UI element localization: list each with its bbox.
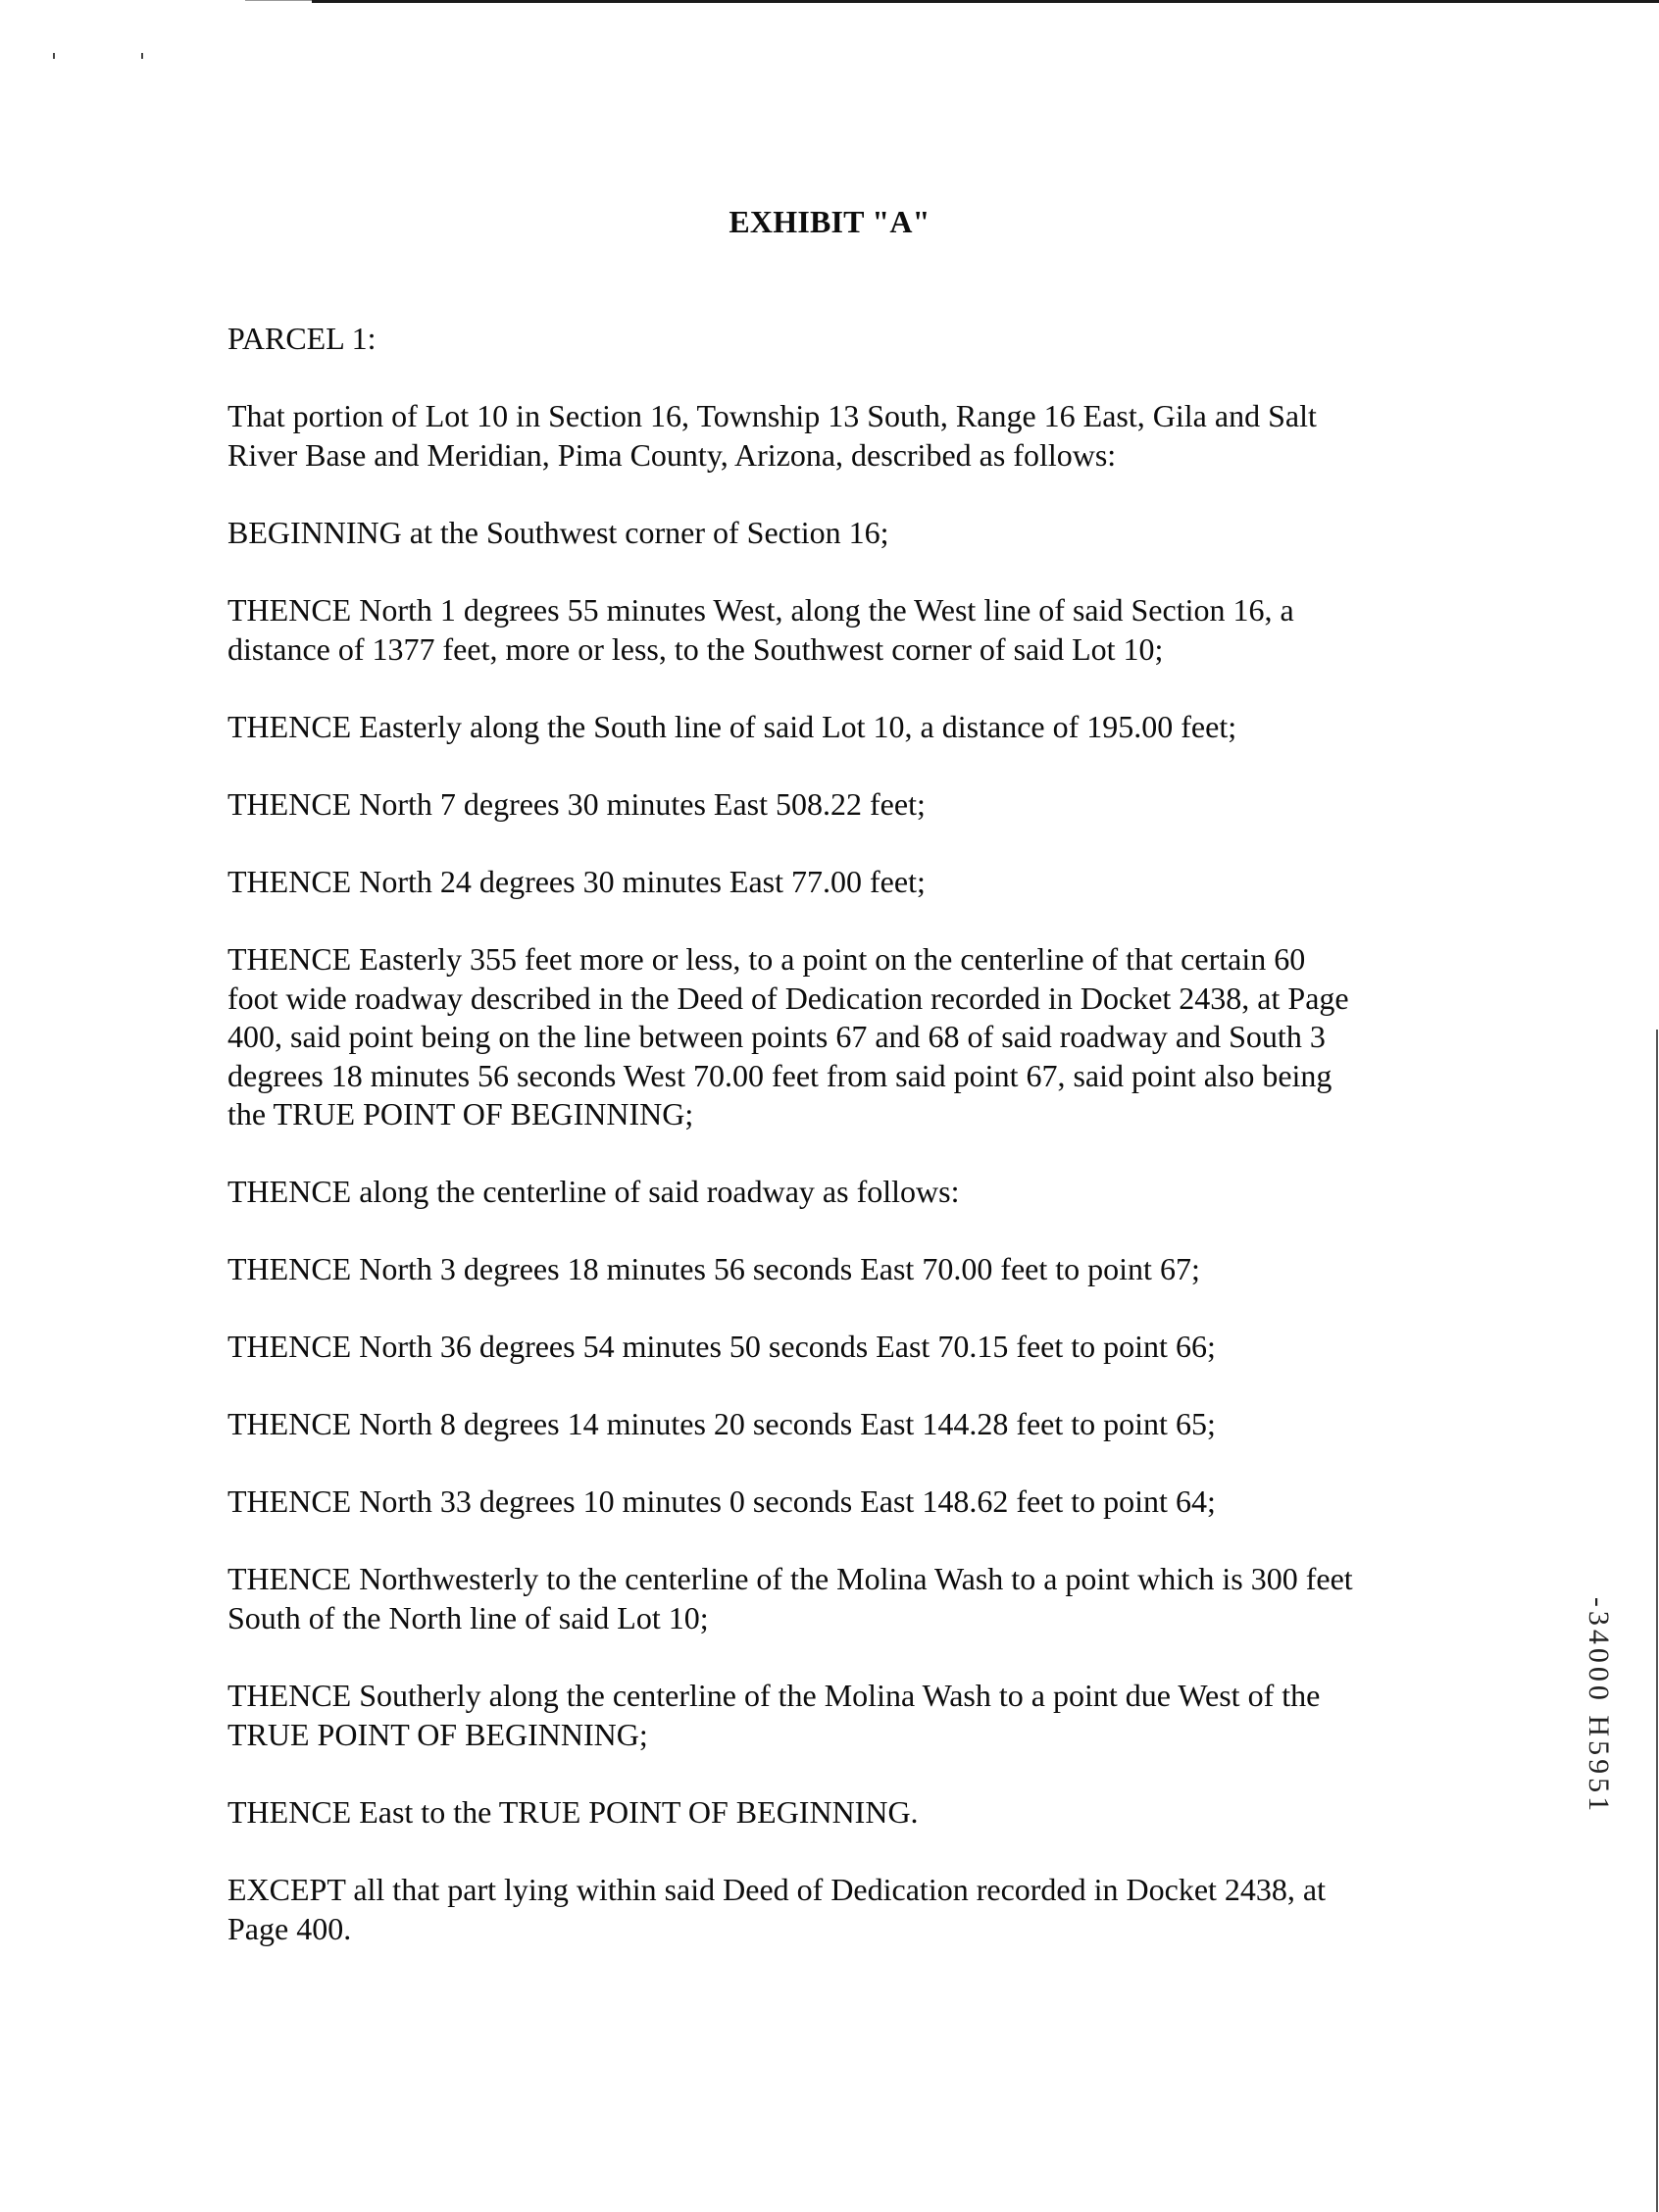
paragraph-course: THENCE North 33 degrees 10 minutes 0 seconds East 148.62 feet to point 64; bbox=[227, 1483, 1216, 1519]
paragraph-exception: EXCEPT all that part lying within said Deed of Dedication recorded in Docket 2438, at Page 400. bbox=[227, 1872, 1327, 1946]
paragraph-roadway-intro: THENCE along the centerline of said roadway as follows: bbox=[227, 1174, 960, 1209]
parcel-label: PARCEL 1: bbox=[227, 321, 377, 356]
paragraph-legal-description: That portion of Lot 10 in Section 16, Township 13 South, Range 16 East, Gila and Salt River Base and Meridian, Pima County, Arizona, described as follows: bbox=[227, 398, 1317, 473]
scan-speck bbox=[141, 53, 143, 59]
scan-top-rule bbox=[312, 0, 1659, 3]
exhibit-title: EXHIBIT "A" bbox=[729, 204, 930, 239]
scan-speck bbox=[53, 53, 55, 59]
paragraph-course: THENCE North 3 degrees 18 minutes 56 seconds East 70.00 feet to point 67; bbox=[227, 1251, 1200, 1286]
margin-recording-stamp-text: -34000 H5951 bbox=[1583, 1596, 1615, 1816]
paragraph-course: THENCE Southerly along the centerline of the Molina Wash to a point due West of the TRUE POINT OF BEGINNING; bbox=[227, 1678, 1321, 1752]
scan-right-edge bbox=[1656, 1030, 1658, 2212]
paragraph-course: THENCE North 1 degrees 55 minutes West, along the West line of said Section 16, a distance of 1377 feet, more or less, to the Southwest corner of said Lot 10; bbox=[227, 592, 1294, 667]
paragraph-beginning: BEGINNING at the Southwest corner of Section 16; bbox=[227, 515, 889, 550]
paragraph-course: THENCE North 36 degrees 54 minutes 50 seconds East 70.15 feet to point 66; bbox=[227, 1329, 1216, 1364]
paragraph-course: THENCE North 24 degrees 30 minutes East 77.00 feet; bbox=[227, 864, 926, 899]
paragraph-course: THENCE North 8 degrees 14 minutes 20 seconds East 144.28 feet to point 65; bbox=[227, 1406, 1216, 1441]
paragraph-course: THENCE Northwesterly to the centerline of the Molina Wash to a point which is 300 feet South of the North line of said Lot 10; bbox=[227, 1561, 1353, 1635]
margin-recording-stamp bbox=[1579, 1574, 1618, 1838]
paragraph-course: THENCE North 7 degrees 30 minutes East 508.22 feet; bbox=[227, 786, 926, 822]
paragraph-course: THENCE Easterly along the South line of said Lot 10, a distance of 195.00 feet; bbox=[227, 709, 1237, 744]
scan-top-faint-line bbox=[245, 0, 312, 1]
paragraph-closing-course: THENCE East to the TRUE POINT OF BEGINNING. bbox=[227, 1794, 919, 1830]
paragraph-true-point-of-beginning: THENCE Easterly 355 feet more or less, to a point on the centerline of that certain 60 foot wide roadway described in the Deed of Dedication recorded in Docket 2438, at Page 400, said point being on the line between points 67 and 68 of said roadway and South 3 degrees 18 minutes 56 seconds West 70.00 feet from said point 67, said point also being the TRUE POINT OF BEGINNING; bbox=[227, 941, 1349, 1131]
